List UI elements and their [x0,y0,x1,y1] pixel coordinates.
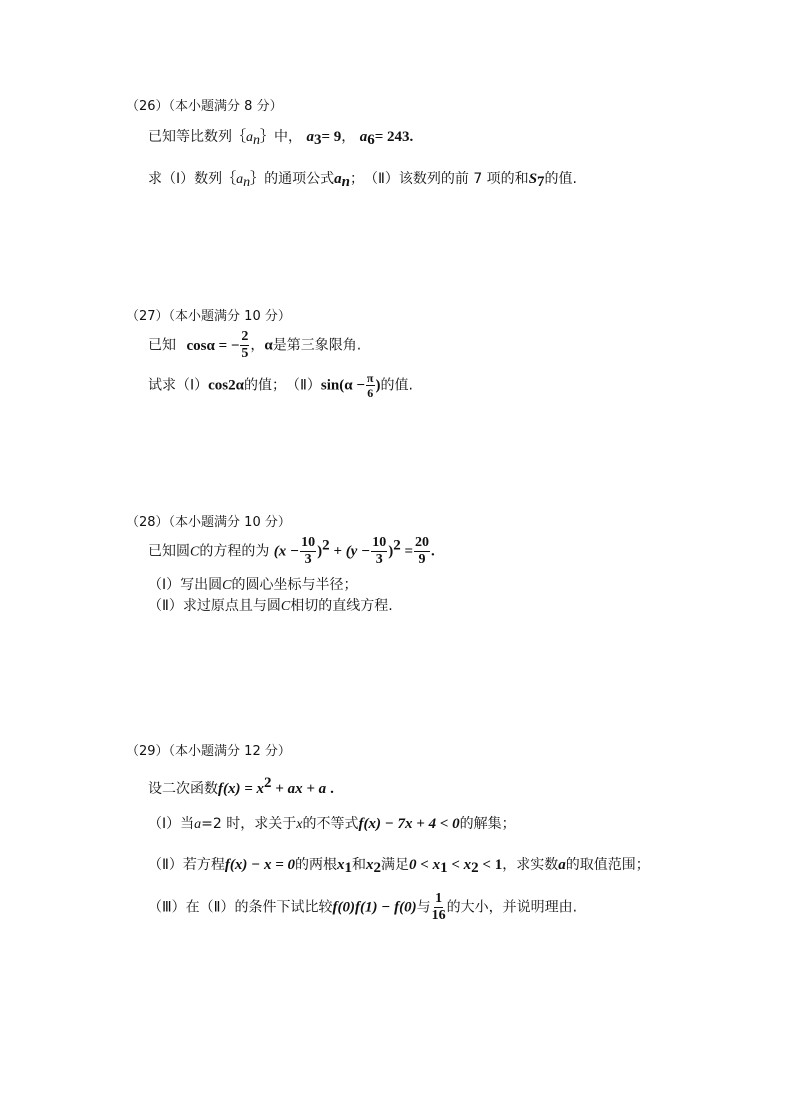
seq-sub: n [253,133,260,148]
text: 试求（Ⅰ） [148,377,209,394]
text: （Ⅱ）若方程 [148,857,225,873]
frac-num: 10 [372,535,387,550]
text: 是第三象限角. [272,337,362,354]
circle-name: C [190,544,200,560]
a3-var: a [306,129,314,145]
text: 的不等式 [302,816,359,832]
fraction [366,372,375,399]
frac-den: 3 [304,552,312,567]
an-sub: n [341,174,350,190]
x2-var: x [366,857,374,873]
cos-expr: cosα = − [186,337,240,354]
text: 已知圆 [148,543,190,560]
condition: < x [447,857,472,873]
frac-num: 1 [435,891,443,906]
text: 的值. [544,171,577,187]
q28-equation [148,536,435,567]
exponent: 2 [264,775,272,791]
math: + ax + a [271,781,327,797]
period: . [409,129,414,145]
frac-den: 16 [431,908,446,923]
x1-var: x [337,857,345,873]
text: ｝的通项公式 [250,171,335,187]
fraction [414,536,430,567]
frac-num: 20 [415,535,429,550]
a6-sub: 6 [367,132,375,148]
q29-given [148,776,334,797]
s-var: S [528,171,538,187]
fraction [240,330,249,361]
q27-tasks [148,372,413,399]
q26-tasks [148,172,577,190]
a3-value: = 9 [321,129,342,145]
exponent: 2 [393,537,401,554]
text: ，求实数 [502,857,559,873]
expression: f(0)f(1) − f(0) [332,899,417,916]
frac-den: 5 [241,346,249,361]
text: 的值. [380,377,413,394]
q26-header: （26）（本小题满分 8 分） [126,99,283,114]
q26-given [148,130,413,148]
text: （Ⅰ）当 [148,816,195,832]
cond-sub: 2 [471,860,479,876]
q27-given [148,330,361,361]
exponent: 2 [322,537,330,554]
var-a: a [558,857,566,873]
math: + (y − [329,543,371,560]
condition: < 1 [478,857,503,873]
sin-expr: sin(α − [320,377,365,394]
text: ， [341,129,356,145]
text: 相切的直线方程. [290,598,393,614]
frac-den: 3 [375,552,383,567]
text: （Ⅲ）在（Ⅱ）的条件下试比较 [148,899,333,916]
s-sub: 7 [537,174,545,190]
text: 设二次函数 [148,781,218,797]
math: = [400,543,413,560]
text: （Ⅱ）求过原点且与圆 [148,598,281,614]
text: 求（Ⅰ）数列｛ [148,171,237,187]
a6-var: a [359,129,368,145]
text: 的解集； [459,816,516,832]
q28-part2 [148,599,393,614]
text: 和 [352,857,367,873]
q28-header: （28）（本小题满分 10 分） [126,515,291,530]
math: ) [388,543,394,560]
period: . [431,543,435,560]
alpha: α [264,337,273,354]
fraction [371,536,387,567]
x2-sub: 2 [373,860,382,876]
var-a: a [194,817,202,832]
circle-name: C [280,599,291,614]
cos2a-expr: cos2α [208,377,245,394]
var-x: x [296,817,303,832]
period: . [330,781,334,797]
q27-header: （27）（本小题满分 10 分） [126,309,291,324]
circle-name: C [222,578,232,593]
math: ) [317,543,323,560]
equation: f(x) − x = 0 [224,857,296,873]
q29-part1 [148,817,516,832]
text: 的取值范围； [565,857,650,873]
inequality: f(x) − 7x + 4 < 0 [358,816,460,832]
frac-den: 6 [367,386,374,400]
frac-num: 2 [241,329,249,344]
q28-part1 [148,578,357,593]
text: 的圆心坐标与半径； [231,577,358,593]
text: （Ⅰ）写出圆 [148,577,223,593]
text: 满足 [381,857,410,873]
text: 的两根 [295,857,338,873]
text: ； （Ⅱ）该数列的前 7 项的和 [349,171,529,187]
fraction [300,536,316,567]
text: 的方程的为 [199,543,270,560]
text: =2 时，求关于 [201,816,297,832]
seq-sub: n [243,175,251,190]
cond-sub: 1 [440,860,448,876]
x1-sub: 1 [344,860,353,876]
seq-var: a [246,130,253,145]
text: 已知等比数列｛ [148,129,246,145]
math: f(x) = x [218,781,265,797]
text: ｝中， [260,129,302,145]
a6-value: = 243 [374,129,410,145]
an-var: a [334,171,342,187]
a3-sub: 3 [313,132,322,148]
frac-den: 9 [418,552,426,567]
text: 与 [416,899,431,916]
text: ， [250,337,265,354]
q29-header: （29）（本小题满分 12 分） [126,744,291,759]
seq-var: a [236,172,244,187]
text: 已知 [148,337,176,354]
text: 的值； （Ⅱ） [244,377,321,394]
close-paren: ) [375,377,381,394]
condition: 0 < x [409,857,441,873]
q29-part3 [148,892,577,923]
text: 的大小，并说明理由. [446,899,578,916]
frac-num: π [366,371,374,385]
fraction [432,892,446,923]
math: (x − [273,543,300,560]
frac-num: 10 [301,535,316,550]
q29-part2 [148,858,650,876]
